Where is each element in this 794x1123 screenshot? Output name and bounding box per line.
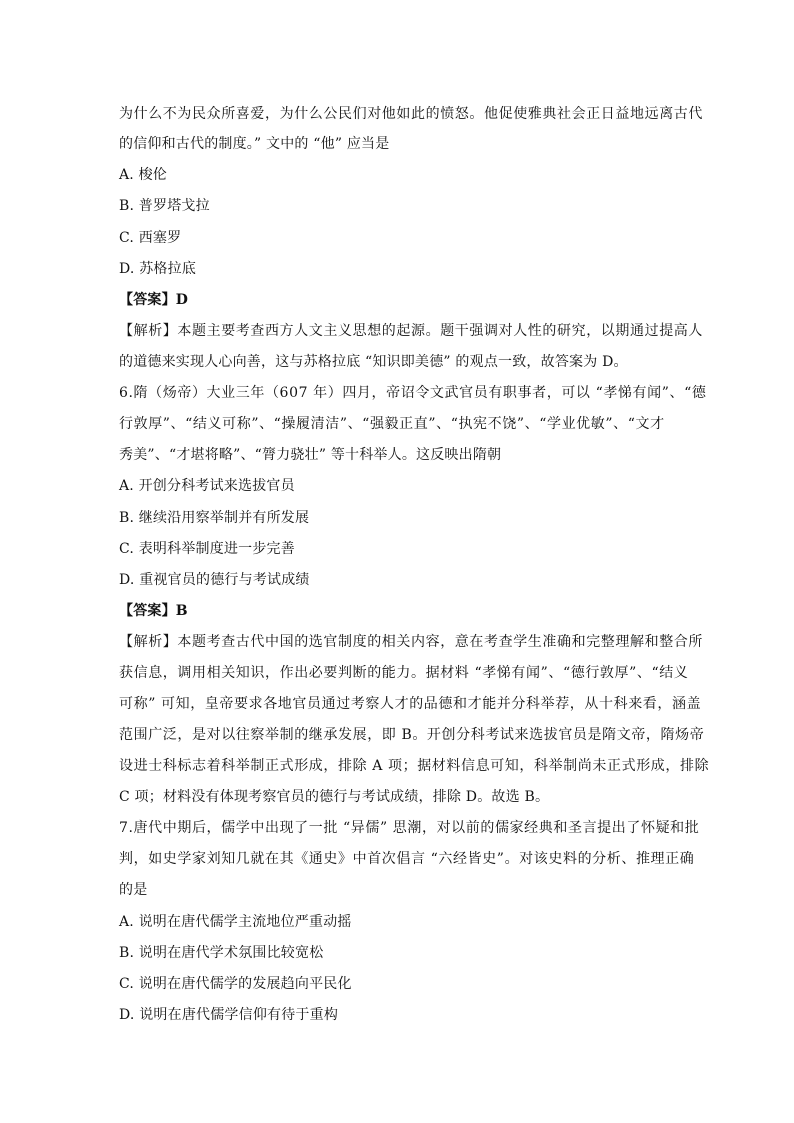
option-d: D. 苏格拉底 <box>119 261 197 277</box>
answer-label: 【答案】B <box>119 603 188 619</box>
answer-label: 【答案】D <box>119 292 189 308</box>
question-6: 6.隋（炀帝）大业三年（607 年）四月，帝诏令文武官员有职事者，可以 “孝悌有闻”、“德 <box>119 385 707 401</box>
question-7: 7.唐代中期后，儒学中出现了一批 “异儒” 思潮，对以前的儒家经典和圣言提出了怀疑和批 <box>119 820 700 836</box>
analysis-text: 获信息，调用相关知识，作出必要判断的能力。据材料 “孝悌有闻”、“德行敦厚”、“结义 <box>119 665 689 681</box>
question-7-text: 的是 <box>119 882 148 898</box>
option-c: C. 西塞罗 <box>119 230 182 246</box>
option-b: B. 继续沿用察举制并有所发展 <box>119 510 310 526</box>
option-c: C. 说明在唐代儒学的发展趋向平民化 <box>119 976 352 992</box>
analysis-text: 的道德来实现人心向善，这与苏格拉底 “知识即美德” 的观点一致，故答案为 D。 <box>119 354 628 370</box>
option-c: C. 表明科举制度进一步完善 <box>119 541 295 557</box>
option-d: D. 重视官员的德行与考试成绩 <box>119 572 310 588</box>
question-6-text: 秀美”、“才堪将略”、“膂力骁壮” 等十科举人。这反映出隋朝 <box>119 447 502 463</box>
analysis-text: 可称” 可知，皇帝要求各地官员通过考察人才的品德和才能并分科举荐，从十科来看，涵盖 <box>119 696 702 712</box>
analysis-text: 设进士科标志着科举制正式形成，排除 A 项；据材料信息可知，科举制尚未正式形成，排除 <box>119 758 710 774</box>
question-7-text: 判，如史学家刘知几就在其《通史》中首次倡言 “六经皆史”。对该史料的分析、推理正确 <box>119 851 695 867</box>
analysis-text: 【解析】本题主要考查西方人文主义思想的起源。题干强调对人性的研究，以期通过提高人 <box>119 323 703 339</box>
option-a: A. 说明在唐代儒学主流地位严重动摇 <box>119 914 352 930</box>
option-b: B. 说明在唐代学术氛围比较宽松 <box>119 945 324 961</box>
analysis-text: C 项；材料没有体现考察官员的德行与考试成绩，排除 D。故选 B。 <box>119 789 550 805</box>
analysis-text: 范围广泛，是对以往察举制的继承发展，即 B。开创分科考试来选拔官员是隋文帝，隋炀帝 <box>119 727 705 743</box>
text-line: 为什么不为民众所喜爱，为什么公民们对他如此的愤怒。他促使雅典社会正日益地远离古代 <box>119 106 703 122</box>
option-a: A. 梭伦 <box>119 167 168 183</box>
question-6-text: 行敦厚”、“结义可称”、“操履清洁”、“强毅正直”、“执宪不饶”、“学业优敏”、“文才 <box>119 416 665 432</box>
analysis-text: 【解析】本题考查古代中国的选官制度的相关内容，意在考查学生准确和完整理解和整合所 <box>119 634 703 650</box>
option-b: B. 普罗塔戈拉 <box>119 198 210 214</box>
option-d: D. 说明在唐代儒学信仰有待于重构 <box>119 1007 339 1023</box>
text-line: 的信仰和古代的制度。” 文中的 “他” 应当是 <box>119 136 390 152</box>
option-a: A. 开创分科考试来选拔官员 <box>119 478 295 494</box>
